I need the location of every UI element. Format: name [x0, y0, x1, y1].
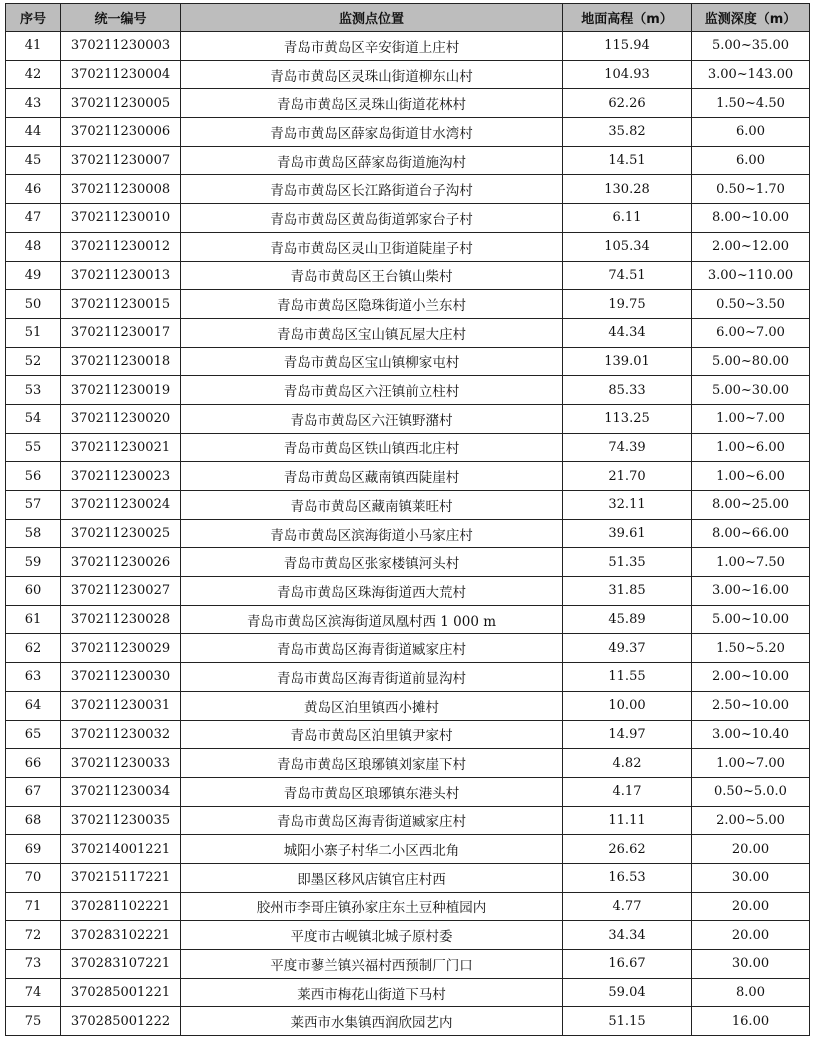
table-row	[6, 892, 810, 921]
cell-elevation: 45.89	[563, 605, 692, 634]
cell-seq: 67	[6, 777, 61, 806]
cell-seq: 43	[6, 89, 61, 118]
cell-depth: 30.00	[692, 950, 810, 979]
table-body	[6, 32, 810, 1036]
cell-location: 青岛市黄岛区薛家岛街道甘水湾村	[181, 118, 563, 147]
cell-seq: 52	[6, 347, 61, 376]
cell-location: 青岛市黄岛区辛安街道上庄村	[181, 32, 563, 61]
cell-elevation: 4.82	[563, 749, 692, 778]
cell-code: 370211230021	[61, 433, 181, 462]
cell-seq: 59	[6, 548, 61, 577]
cell-depth: 6.00	[692, 118, 810, 147]
cell-depth: 6.00~7.00	[692, 318, 810, 347]
cell-depth: 1.50~4.50	[692, 89, 810, 118]
cell-elevation: 21.70	[563, 462, 692, 491]
monitoring-points-table	[5, 3, 810, 1036]
cell-seq: 53	[6, 376, 61, 405]
table-row	[6, 921, 810, 950]
cell-elevation: 113.25	[563, 404, 692, 433]
cell-code: 370211230012	[61, 232, 181, 261]
table-row	[6, 232, 810, 261]
table-row	[6, 204, 810, 233]
table-row	[6, 261, 810, 290]
cell-code: 370211230006	[61, 118, 181, 147]
cell-elevation: 14.51	[563, 146, 692, 175]
cell-elevation: 14.97	[563, 720, 692, 749]
cell-depth: 2.00~10.00	[692, 663, 810, 692]
cell-depth: 3.00~16.00	[692, 577, 810, 606]
table-row	[6, 749, 810, 778]
cell-elevation: 62.26	[563, 89, 692, 118]
cell-code: 370214001221	[61, 835, 181, 864]
cell-code: 370211230013	[61, 261, 181, 290]
cell-location: 青岛市黄岛区珠海街道西大荒村	[181, 577, 563, 606]
cell-code: 370281102221	[61, 892, 181, 921]
cell-seq: 70	[6, 863, 61, 892]
cell-code: 370211230027	[61, 577, 181, 606]
cell-location: 青岛市黄岛区灵山卫街道陡崖子村	[181, 232, 563, 261]
cell-location: 平度市古岘镇北城子原村委	[181, 921, 563, 950]
cell-code: 370285001221	[61, 978, 181, 1007]
table-row	[6, 118, 810, 147]
cell-code: 370211230034	[61, 777, 181, 806]
cell-code: 370211230033	[61, 749, 181, 778]
cell-elevation: 26.62	[563, 835, 692, 864]
table-row	[6, 376, 810, 405]
cell-seq: 63	[6, 663, 61, 692]
cell-code: 370211230018	[61, 347, 181, 376]
cell-depth: 1.00~7.00	[692, 749, 810, 778]
cell-location: 平度市蓼兰镇兴福村西预制厂门口	[181, 950, 563, 979]
table-row	[6, 175, 810, 204]
cell-elevation: 44.34	[563, 318, 692, 347]
cell-elevation: 85.33	[563, 376, 692, 405]
header-code: 统一编号	[61, 4, 181, 32]
table-row	[6, 491, 810, 520]
cell-depth: 20.00	[692, 835, 810, 864]
cell-location: 青岛市黄岛区灵珠山街道花林村	[181, 89, 563, 118]
cell-code: 370211230035	[61, 806, 181, 835]
cell-depth: 5.00~10.00	[692, 605, 810, 634]
cell-elevation: 59.04	[563, 978, 692, 1007]
cell-depth: 2.50~10.00	[692, 691, 810, 720]
cell-seq: 73	[6, 950, 61, 979]
cell-depth: 5.00~80.00	[692, 347, 810, 376]
cell-depth: 1.00~7.50	[692, 548, 810, 577]
cell-elevation: 74.51	[563, 261, 692, 290]
cell-code: 370211230019	[61, 376, 181, 405]
cell-location: 青岛市黄岛区宝山镇柳家屯村	[181, 347, 563, 376]
cell-elevation: 35.82	[563, 118, 692, 147]
cell-location: 青岛市黄岛区琅琊镇刘家崖下村	[181, 749, 563, 778]
cell-seq: 65	[6, 720, 61, 749]
table-row	[6, 806, 810, 835]
cell-elevation: 4.77	[563, 892, 692, 921]
cell-location: 黄岛区泊里镇西小摊村	[181, 691, 563, 720]
cell-seq: 66	[6, 749, 61, 778]
cell-depth: 3.00~110.00	[692, 261, 810, 290]
cell-location: 青岛市黄岛区六汪镇前立柱村	[181, 376, 563, 405]
table-row	[6, 720, 810, 749]
cell-seq: 41	[6, 32, 61, 61]
cell-seq: 74	[6, 978, 61, 1007]
cell-elevation: 34.34	[563, 921, 692, 950]
cell-code: 370211230024	[61, 491, 181, 520]
cell-code: 370283107221	[61, 950, 181, 979]
table-row	[6, 605, 810, 634]
cell-depth: 1.00~6.00	[692, 462, 810, 491]
cell-seq: 64	[6, 691, 61, 720]
cell-seq: 54	[6, 404, 61, 433]
cell-location: 莱西市梅花山街道下马村	[181, 978, 563, 1007]
cell-seq: 47	[6, 204, 61, 233]
cell-location: 青岛市黄岛区隐珠街道小兰东村	[181, 290, 563, 319]
cell-seq: 46	[6, 175, 61, 204]
cell-seq: 72	[6, 921, 61, 950]
cell-depth: 2.00~5.00	[692, 806, 810, 835]
cell-elevation: 105.34	[563, 232, 692, 261]
cell-seq: 61	[6, 605, 61, 634]
cell-seq: 60	[6, 577, 61, 606]
table-row	[6, 691, 810, 720]
cell-elevation: 104.93	[563, 60, 692, 89]
cell-seq: 58	[6, 519, 61, 548]
cell-code: 370211230008	[61, 175, 181, 204]
cell-location: 青岛市黄岛区藏南镇西陡崖村	[181, 462, 563, 491]
cell-code: 370211230023	[61, 462, 181, 491]
header-elevation: 地面高程（m）	[563, 4, 692, 32]
table-row	[6, 835, 810, 864]
cell-elevation: 19.75	[563, 290, 692, 319]
cell-seq: 51	[6, 318, 61, 347]
cell-depth: 16.00	[692, 1007, 810, 1036]
cell-code: 370211230003	[61, 32, 181, 61]
cell-location: 即墨区移风店镇官庄村西	[181, 863, 563, 892]
cell-location: 青岛市黄岛区泊里镇尹家村	[181, 720, 563, 749]
cell-elevation: 11.55	[563, 663, 692, 692]
cell-location: 城阳小寨子村华二小区西北角	[181, 835, 563, 864]
header-seq: 序号	[6, 4, 61, 32]
table-header	[6, 4, 810, 32]
cell-seq: 50	[6, 290, 61, 319]
cell-code: 370283102221	[61, 921, 181, 950]
cell-depth: 8.00~25.00	[692, 491, 810, 520]
cell-seq: 71	[6, 892, 61, 921]
cell-depth: 8.00~10.00	[692, 204, 810, 233]
cell-seq: 68	[6, 806, 61, 835]
table-row	[6, 462, 810, 491]
table-row	[6, 290, 810, 319]
cell-location: 青岛市黄岛区滨海街道凤凰村西 1 000 m	[181, 605, 563, 634]
cell-seq: 49	[6, 261, 61, 290]
cell-depth: 0.50~5.0.0	[692, 777, 810, 806]
cell-depth: 1.50~5.20	[692, 634, 810, 663]
cell-depth: 5.00~30.00	[692, 376, 810, 405]
table-row	[6, 863, 810, 892]
cell-elevation: 16.53	[563, 863, 692, 892]
cell-code: 370211230025	[61, 519, 181, 548]
cell-location: 青岛市黄岛区黄岛街道郭家台子村	[181, 204, 563, 233]
table-row	[6, 318, 810, 347]
table-row	[6, 32, 810, 61]
cell-location: 青岛市黄岛区六汪镇野潴村	[181, 404, 563, 433]
cell-location: 青岛市黄岛区滨海街道小马家庄村	[181, 519, 563, 548]
header-depth: 监测深度（m）	[692, 4, 810, 32]
cell-depth: 2.00~12.00	[692, 232, 810, 261]
cell-elevation: 4.17	[563, 777, 692, 806]
cell-code: 370215117221	[61, 863, 181, 892]
cell-location: 青岛市黄岛区张家楼镇河头村	[181, 548, 563, 577]
cell-seq: 75	[6, 1007, 61, 1036]
cell-code: 370211230029	[61, 634, 181, 663]
cell-depth: 1.00~7.00	[692, 404, 810, 433]
cell-code: 370211230026	[61, 548, 181, 577]
table-row	[6, 663, 810, 692]
table-row	[6, 1007, 810, 1036]
cell-code: 370285001222	[61, 1007, 181, 1036]
table-row	[6, 978, 810, 1007]
cell-code: 370211230032	[61, 720, 181, 749]
cell-location: 青岛市黄岛区宝山镇瓦屋大庄村	[181, 318, 563, 347]
cell-seq: 42	[6, 60, 61, 89]
cell-location: 胶州市李哥庄镇孙家庄东土豆种植园内	[181, 892, 563, 921]
cell-seq: 48	[6, 232, 61, 261]
cell-code: 370211230020	[61, 404, 181, 433]
cell-depth: 20.00	[692, 921, 810, 950]
cell-location: 青岛市黄岛区长江路街道台子沟村	[181, 175, 563, 204]
cell-code: 370211230030	[61, 663, 181, 692]
cell-code: 370211230015	[61, 290, 181, 319]
cell-seq: 57	[6, 491, 61, 520]
cell-location: 青岛市黄岛区藏南镇莱旺村	[181, 491, 563, 520]
cell-code: 370211230010	[61, 204, 181, 233]
table-row	[6, 89, 810, 118]
cell-location: 青岛市黄岛区海青街道臧家庄村	[181, 806, 563, 835]
cell-depth: 6.00	[692, 146, 810, 175]
cell-seq: 45	[6, 146, 61, 175]
cell-depth: 0.50~1.70	[692, 175, 810, 204]
cell-seq: 69	[6, 835, 61, 864]
table-row	[6, 577, 810, 606]
cell-seq: 44	[6, 118, 61, 147]
cell-depth: 3.00~143.00	[692, 60, 810, 89]
cell-depth: 8.00~66.00	[692, 519, 810, 548]
cell-elevation: 6.11	[563, 204, 692, 233]
table-row	[6, 777, 810, 806]
table-row	[6, 950, 810, 979]
cell-location: 青岛市黄岛区薛家岛街道施沟村	[181, 146, 563, 175]
cell-location: 青岛市黄岛区海青街道前显沟村	[181, 663, 563, 692]
cell-code: 370211230028	[61, 605, 181, 634]
header-row	[6, 4, 810, 32]
cell-depth: 1.00~6.00	[692, 433, 810, 462]
cell-elevation: 49.37	[563, 634, 692, 663]
table-row	[6, 347, 810, 376]
cell-elevation: 10.00	[563, 691, 692, 720]
table-row	[6, 433, 810, 462]
cell-seq: 56	[6, 462, 61, 491]
cell-elevation: 51.15	[563, 1007, 692, 1036]
cell-elevation: 74.39	[563, 433, 692, 462]
cell-elevation: 115.94	[563, 32, 692, 61]
cell-seq: 62	[6, 634, 61, 663]
cell-location: 青岛市黄岛区琅琊镇东港头村	[181, 777, 563, 806]
cell-location: 青岛市黄岛区王台镇山柴村	[181, 261, 563, 290]
cell-elevation: 31.85	[563, 577, 692, 606]
cell-elevation: 139.01	[563, 347, 692, 376]
cell-code: 370211230017	[61, 318, 181, 347]
table-row	[6, 519, 810, 548]
cell-depth: 3.00~10.40	[692, 720, 810, 749]
cell-elevation: 51.35	[563, 548, 692, 577]
cell-depth: 20.00	[692, 892, 810, 921]
table-row	[6, 60, 810, 89]
cell-location: 青岛市黄岛区灵珠山街道柳东山村	[181, 60, 563, 89]
cell-depth: 8.00	[692, 978, 810, 1007]
cell-location: 莱西市水集镇西润欣园艺内	[181, 1007, 563, 1036]
cell-depth: 0.50~3.50	[692, 290, 810, 319]
cell-elevation: 32.11	[563, 491, 692, 520]
cell-location: 青岛市黄岛区海青街道臧家庄村	[181, 634, 563, 663]
cell-code: 370211230004	[61, 60, 181, 89]
cell-elevation: 16.67	[563, 950, 692, 979]
cell-code: 370211230031	[61, 691, 181, 720]
cell-depth: 5.00~35.00	[692, 32, 810, 61]
table-row	[6, 404, 810, 433]
cell-code: 370211230007	[61, 146, 181, 175]
table-row	[6, 634, 810, 663]
header-location: 监测点位置	[181, 4, 563, 32]
cell-code: 370211230005	[61, 89, 181, 118]
cell-elevation: 130.28	[563, 175, 692, 204]
table-row	[6, 548, 810, 577]
cell-elevation: 39.61	[563, 519, 692, 548]
table-row	[6, 146, 810, 175]
cell-location: 青岛市黄岛区铁山镇西北庄村	[181, 433, 563, 462]
cell-depth: 30.00	[692, 863, 810, 892]
cell-seq: 55	[6, 433, 61, 462]
cell-elevation: 11.11	[563, 806, 692, 835]
